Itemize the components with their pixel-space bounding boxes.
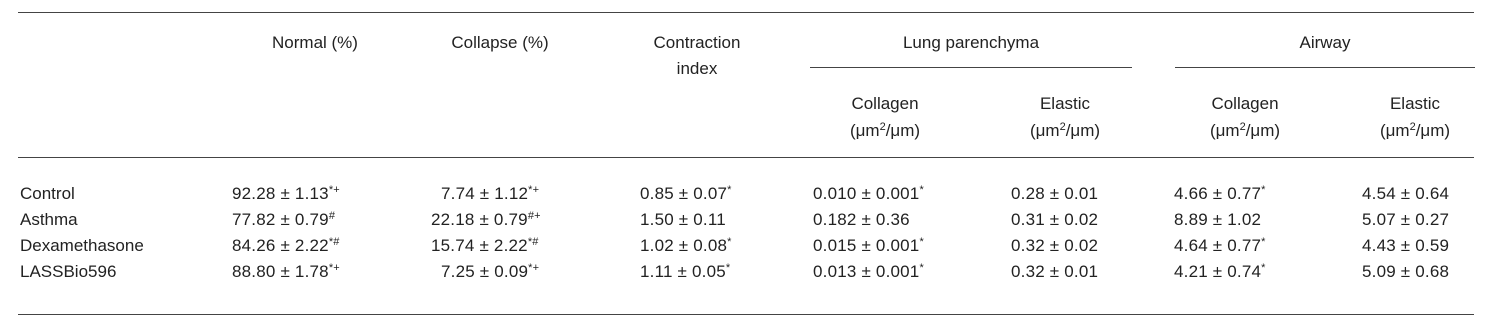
subheader-aw-collagen: Collagen bbox=[1211, 94, 1279, 113]
cell-lp-elastic: 0.32 ± 0.01 bbox=[1011, 262, 1099, 281]
subheader-aw-collagen-unit: $(\mu m^2/\mu m)$ bbox=[1209, 121, 1281, 140]
subheader-aw-elastic: Elastic bbox=[1389, 94, 1441, 113]
subheader-lp-elastic: Elastic bbox=[1039, 94, 1091, 113]
header-collapse: Collapse (%) bbox=[451, 33, 549, 52]
header-contraction: Contraction bbox=[653, 33, 741, 52]
cell-aw-elastic: 5.07 ± 0.27 bbox=[1362, 210, 1450, 229]
cell-aw-collagen: 8.89 ± 1.02 bbox=[1174, 210, 1262, 229]
subheader-lp-collagen: Collagen bbox=[851, 94, 919, 113]
row-label: Control bbox=[20, 184, 75, 203]
cell-contraction: 1.02 ± 0.08* bbox=[640, 236, 732, 255]
airway-group-rule bbox=[1175, 67, 1475, 68]
cell-normal: 92.28 ± 1.13*+ bbox=[232, 184, 340, 203]
header-normal: Normal (%) bbox=[272, 33, 358, 52]
cell-aw-elastic: 4.43 ± 0.59 bbox=[1362, 236, 1450, 255]
cell-lp-elastic: 0.32 ± 0.02 bbox=[1011, 236, 1099, 255]
cell-normal: 88.80 ± 1.78*+ bbox=[232, 262, 340, 281]
cell-lp-collagen: 0.182 ± 0.36 bbox=[813, 210, 910, 229]
cell-lp-collagen: 0.010 ± 0.001* bbox=[813, 184, 924, 203]
cell-aw-elastic: 4.54 ± 0.64 bbox=[1362, 184, 1450, 203]
cell-aw-collagen: 4.21 ± 0.74* bbox=[1174, 262, 1266, 281]
header-airway: Airway bbox=[1299, 33, 1351, 52]
header-contraction-line2: index bbox=[676, 59, 718, 78]
table-header-rule bbox=[18, 157, 1474, 158]
cell-collapse: 7.25 ± 0.09*+ bbox=[441, 262, 540, 281]
cell-lp-collagen: 0.015 ± 0.001* bbox=[813, 236, 924, 255]
cell-normal: 77.82 ± 0.79# bbox=[232, 210, 336, 229]
header-lung-parenchyma: Lung parenchyma bbox=[902, 33, 1040, 52]
cell-aw-collagen: 4.66 ± 0.77* bbox=[1174, 184, 1266, 203]
cell-contraction: 1.11 ± 0.05* bbox=[640, 262, 731, 281]
row-label: LASSBio596 bbox=[20, 262, 117, 281]
cell-aw-collagen: 4.64 ± 0.77* bbox=[1174, 236, 1266, 255]
cell-lp-elastic: 0.28 ± 0.01 bbox=[1011, 184, 1099, 203]
cell-collapse: 15.74 ± 2.22*# bbox=[431, 236, 539, 255]
cell-contraction: 1.50 ± 0.11 bbox=[640, 210, 726, 229]
cell-collapse: 7.74 ± 1.12*+ bbox=[441, 184, 540, 203]
table-bottom-rule bbox=[18, 314, 1474, 315]
cell-contraction: 0.85 ± 0.07* bbox=[640, 184, 732, 203]
row-label: Dexamethasone bbox=[20, 236, 144, 255]
subheader-lp-collagen-unit: $(\mu m^2/\mu m)$ bbox=[849, 121, 921, 140]
subheader-aw-elastic-unit: $(\mu m^2/\mu m)$ bbox=[1379, 121, 1451, 140]
row-label: Asthma bbox=[20, 210, 78, 229]
cell-lp-elastic: 0.31 ± 0.02 bbox=[1011, 210, 1099, 229]
subheader-lp-elastic-unit: $(\mu m^2/\mu m)$ bbox=[1029, 121, 1101, 140]
table-top-rule bbox=[18, 12, 1474, 13]
cell-collapse: 22.18 ± 0.79#+ bbox=[431, 210, 541, 229]
lung-parenchyma-group-rule bbox=[810, 67, 1132, 68]
cell-aw-elastic: 5.09 ± 0.68 bbox=[1362, 262, 1450, 281]
cell-normal: 84.26 ± 2.22*# bbox=[232, 236, 340, 255]
cell-lp-collagen: 0.013 ± 0.001* bbox=[813, 262, 924, 281]
